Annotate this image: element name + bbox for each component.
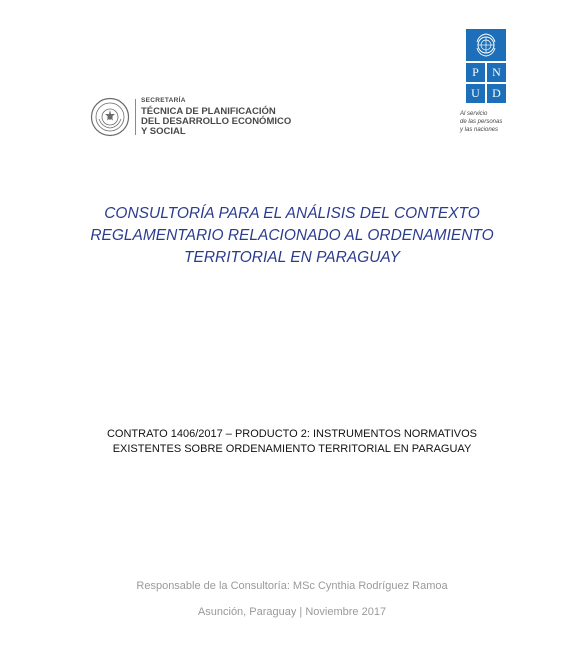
pnud-tagline-line-1: Al servicio	[460, 111, 488, 117]
contract-line-1: CONTRATO 1406/2017 – PRODUCTO 2: INSTRUMENTOS NORMATIVOS	[106, 428, 477, 440]
stp-logo-text	[141, 96, 291, 137]
title-line-1: CONSULTORÍA PARA EL ANÁLISIS DEL CONTEXTO	[104, 205, 480, 222]
stp-line-2: DEL DESARROLLO ECONÓMICO	[141, 116, 292, 127]
pnud-letter-u: U	[466, 84, 485, 103]
un-emblem-icon	[466, 29, 506, 61]
consultant-responsible: Responsable de la Consultoría: MSc Cynthia Rodríguez Ramoa	[136, 580, 448, 592]
stp-line-3: Y SOCIAL	[141, 126, 186, 137]
pnud-logo	[466, 29, 506, 103]
title-line-2: REGLAMENTARIO RELACIONADO AL ORDENAMIENTO	[90, 227, 494, 244]
paraguay-seal-icon	[90, 97, 130, 137]
stp-secretaria-label: SECRETARÍA	[141, 97, 186, 104]
pnud-tagline-line-2: de las personas	[460, 119, 503, 125]
pnud-tagline	[460, 110, 514, 134]
document-title	[60, 203, 524, 269]
contract-subtitle	[40, 427, 544, 457]
title-line-3: TERRITORIAL EN PARAGUAY	[184, 249, 400, 266]
stp-line-1: TÉCNICA DE PLANIFICACIÓN	[141, 106, 276, 117]
pnud-letter-d: D	[487, 84, 506, 103]
stp-logo	[90, 96, 291, 137]
place-and-date: Asunción, Paraguay | Noviembre 2017	[197, 606, 387, 618]
logo-divider	[135, 99, 136, 135]
pnud-letter-p: P	[466, 63, 485, 82]
pnud-letter-n: N	[487, 63, 506, 82]
contract-line-2: EXISTENTES SOBRE ORDENAMIENTO TERRITORIAL EN PARAGUAY	[112, 443, 472, 455]
pnud-tagline-line-3: y las naciones	[460, 127, 499, 133]
